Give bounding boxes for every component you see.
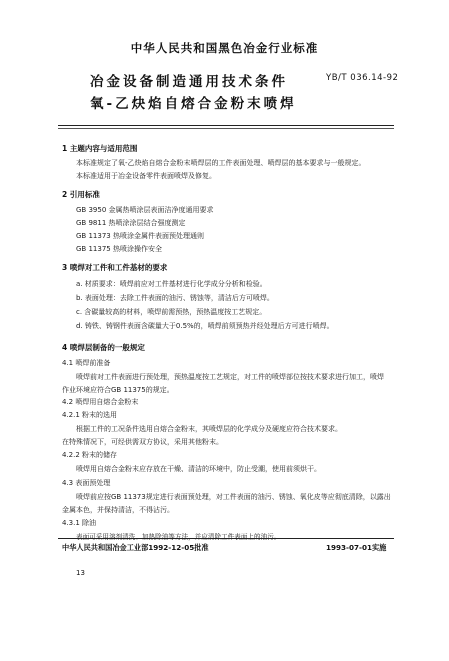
reference-item: GB 11375 热喷涂操作安全 xyxy=(76,245,162,253)
subsection-4-2-1-heading: 4.2.1 粉末的选用 xyxy=(62,411,118,419)
requirement-item: d. 铸铁、铸钢件表面含碳量大于0.5%的，喷焊前须预热并经处理后方可进行喷焊。 xyxy=(76,322,334,330)
requirement-item: b. 表面处理：去除工件表面的油污、锈蚀等，清洁后方可喷焊。 xyxy=(76,294,274,302)
reference-item: GB 9811 热喷涂涂层结合强度测定 xyxy=(76,219,186,227)
section-4-heading: 4 喷焊层制备的一般规定 xyxy=(62,343,145,352)
subsection-4-2-1-paragraph-2: 在特殊情况下，可经供需双方协议，采用其他粉末。 xyxy=(62,438,223,446)
subsection-4-3-paragraph-2: 金属本色，并保持清洁，不得沾污。 xyxy=(62,506,174,514)
section-1-paragraph-1: 本标准规定了氧-乙炔焰自熔合金粉末喷焊层的工件表面处理、喷焊层的基本要求与一般规定。 xyxy=(76,159,366,167)
subsection-4-3-1-heading: 4.3.1 除油 xyxy=(62,519,97,527)
subsection-4-1-paragraph-1: 喷焊前对工件表面进行预处理，预热温度按工艺规定，对工件的喷焊部位按技术要求进行加工，喷焊 xyxy=(76,373,384,381)
section-2-heading: 2 引用标准 xyxy=(62,190,100,199)
subsection-4-3-1-paragraph: 表面可采用溶剂清洗、加热除油等方法，并应清除工件表面上的油污。 xyxy=(76,533,281,541)
section-3-heading: 3 喷焊对工件和工件基材的要求 xyxy=(62,263,168,272)
subsection-4-2-heading: 4.2 喷焊用自熔合金粉末 xyxy=(62,398,139,406)
header-rule xyxy=(58,125,394,126)
subsection-4-1-heading: 4.1 喷焊前准备 xyxy=(62,359,111,367)
subsection-4-2-2-paragraph: 喷焊用自熔合金粉末应存放在干燥、清洁的环境中，防止受潮，使用前须烘干。 xyxy=(76,465,321,473)
subsection-4-1-paragraph-2: 作业环境应符合GB 11375的规定。 xyxy=(62,386,174,394)
subsection-4-3-heading: 4.3 表面预处理 xyxy=(62,479,111,487)
subsection-4-2-1-paragraph-1: 根据工件的工况条件选用自熔合金粉末，其喷焊层的化学成分及硬度应符合技术要求。 xyxy=(76,425,342,433)
subsection-4-3-paragraph-1: 喷焊前应按GB 11373规定进行表面预处理，对工件表面的油污、锈蚀、氧化皮等应彻底清除，以露出 xyxy=(76,493,391,501)
section-1-paragraph-2: 本标准适用于冶金设备零件表面喷焊及修复。 xyxy=(76,172,216,180)
footer-rule xyxy=(58,538,394,539)
requirement-item: c. 含碳量较高的材料，喷焊前需预热，预热温度按工艺规定。 xyxy=(76,308,267,316)
standard-number: YB/T 036.14-92 xyxy=(326,73,399,83)
document-title-line-1: 冶金设备制造通用技术条件 xyxy=(90,74,288,90)
document-title-line-2: 氧-乙炔焰自熔合金粉末喷焊 xyxy=(90,96,297,112)
section-1-heading: 1 主题内容与适用范围 xyxy=(62,144,138,153)
header-rule-thin xyxy=(58,128,394,129)
implementation-date: 1993-07-01实施 xyxy=(326,543,387,552)
issuing-organization: 中华人民共和国黑色冶金行业标准 xyxy=(130,41,319,55)
page-number: 13 xyxy=(76,569,85,577)
reference-item: GB 11373 热喷涂金属件表面预处理通则 xyxy=(76,232,204,240)
subsection-4-2-2-heading: 4.2.2 粉末的储存 xyxy=(62,451,118,459)
reference-item: GB 3950 金属热喷涂层表面洁净度通用要求 xyxy=(76,206,214,214)
requirement-item: a. 材质要求：喷焊前应对工件基材进行化学成分分析和检验。 xyxy=(76,280,267,288)
approval-info: 中华人民共和国冶金工业部1992-12-05批准 xyxy=(62,543,209,552)
